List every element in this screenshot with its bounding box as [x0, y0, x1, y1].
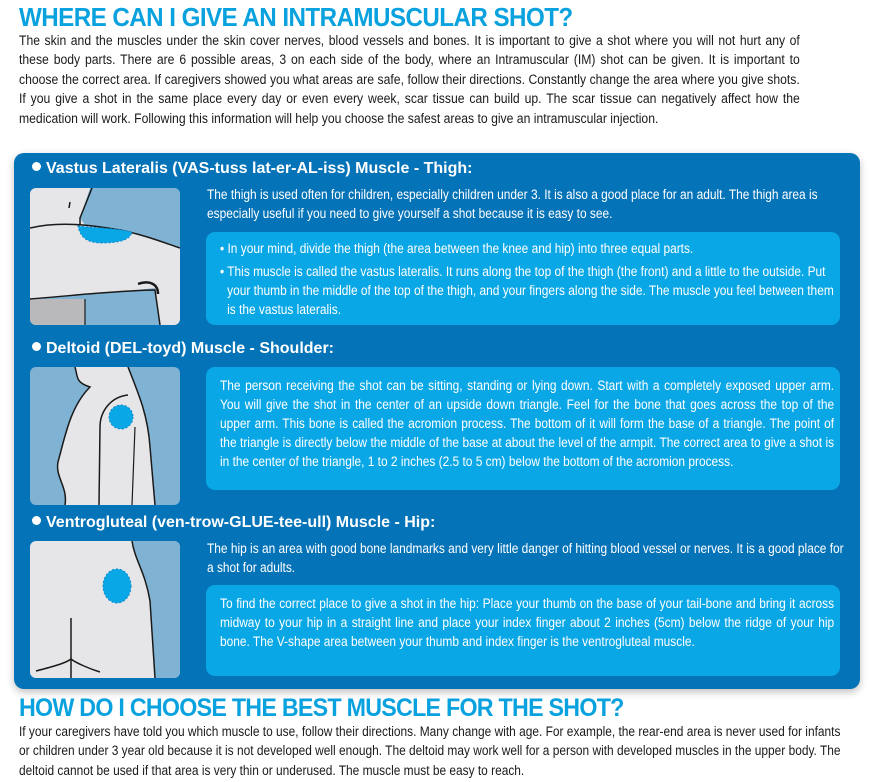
hip-figure-icon: [30, 541, 180, 678]
shoulder-illustration: [30, 367, 180, 505]
thigh-figure-icon: [30, 188, 180, 325]
shoulder-info-box: The person receiving the shot can be sitting, standing or lying down. Start with a completely exposed upper arm. You will give the shot in the center of an upside down triangle. Feel for the bone that goes across the top of the upper arm. This bone is called the acromion process. The bottom of it will form the base of a triangle. The point of the triangle is directly below the middle of the base at about the level of the armpit. The correct area to give a shot is in the center of the triangle, 1 to 2 inches (2.5 to 5 cm) below the bottom of the acromion process.: [206, 367, 840, 490]
intro-paragraph: The skin and the muscles under the skin cover nerves, blood vessels and bones. It is important to give a shot where you will not hurt any of these body parts. There are 6 possible areas, 3 on each side of the body, where an Intramuscular (IM) shot can be given. It is important to choose the correct area. If caregivers showed you what areas are safe, follow their directions. Constantly change the area where you give shots. If you give a shot in the same place every day or even every week, scar tissue can build up. The scar tissue can negatively affect how the medication will work. Following this information will help you choose the safest areas to give an intramuscular injection.: [19, 33, 800, 126]
page-heading-how: HOW DO I CHOOSE THE BEST MUSCLE FOR THE SHOT?: [19, 694, 624, 722]
section-title-thigh: Vastus Lateralis (VAS-tuss lat-er-AL-iss) Muscle - Thigh:: [32, 160, 472, 178]
thigh-bullet: • In your mind, divide the thigh (the area between the knee and hip) into three equal parts.: [220, 241, 694, 256]
hip-illustration: [30, 541, 180, 678]
injection-sites-panel: [14, 153, 860, 689]
section-title-hip: Ventrogluteal (ven-trow-GLUE-tee-ull) Muscle - Hip:: [32, 514, 435, 532]
hip-description: The hip is an area with good bone landmarks and very little danger of hitting blood vessel or nerves. It is a good place for a shot for adults.: [207, 541, 844, 575]
section-title-shoulder: Deltoid (DEL-toyd) Muscle - Shoulder:: [32, 340, 334, 358]
thigh-bullet: • This muscle is called the vastus lateralis. It runs along the top of the thigh (the front) and a little to the outside. Put your thumb in the middle of the top of the thigh, and your fingers along the side. The muscle you feel between them is the vastus lateralis.: [220, 264, 834, 317]
bullet-dot-icon: [32, 342, 41, 351]
outro-paragraph: If your caregivers have told you which muscle to use, follow their directions. Many change with age. For example, the rear-end area is never used for infants or children under 3 year old because it is not developed well enough. The deltoid may work well for a person with developed muscles in the upper body. The deltoid cannot be used if that area is very thin or underused. The muscle must be easy to reach.: [19, 724, 841, 778]
thigh-description: The thigh is used often for children, especially children under 3. It is also a good place for an adult. The thigh area is especially useful if you need to give yourself a shot because it is easy to see.: [207, 187, 818, 221]
thigh-info-box: [206, 232, 840, 325]
bullet-dot-icon: [32, 516, 41, 525]
shoulder-figure-icon: [30, 367, 180, 505]
thigh-illustration: [30, 188, 180, 325]
bullet-dot-icon: [32, 162, 41, 171]
page-heading-where: WHERE CAN I GIVE AN INTRAMUSCULAR SHOT?: [19, 2, 573, 32]
hip-info-box: To find the correct place to give a shot in the hip: Place your thumb on the base of your tail-bone and bring it across midway to your hip in a straight line and place your index finger about 2 inches (5cm) below the ridge of your hip bone. The V-shape area between your thumb and index finger is the ventrogluteal muscle.: [206, 585, 840, 676]
